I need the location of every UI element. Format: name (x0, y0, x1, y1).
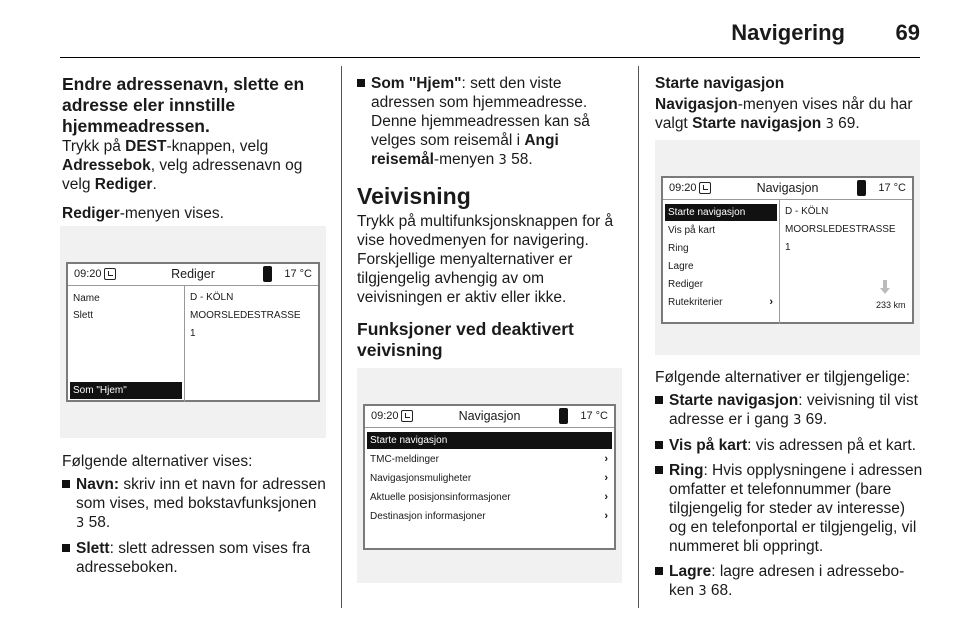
list-item: Vis på kart: vis adressen på et kart. (655, 436, 923, 455)
temperature: 17 °C (878, 182, 906, 194)
paragraph: Navigasjon-menyen vises når du har valgt Starte navigasjon 3 69. (655, 96, 913, 132)
split-divider (184, 286, 185, 402)
page-ref-icon: 3 (498, 153, 507, 168)
chevron-right-icon: › (604, 472, 608, 484)
menu-item-vis-pa-kart[interactable]: Vis på kart (668, 225, 716, 236)
menu-item-rutekriterier[interactable]: Rutekriterier › (665, 294, 777, 311)
list-item: Ring: Hvis opplysningene i adressen omfatter et telefonnummer (bare tilgjengelig for steder av interesse) og en telefonportal er tilgjengelig, vil nummeret bli oppringt. (655, 461, 923, 556)
page-ref-icon: 3 (825, 117, 834, 132)
header-rule (60, 57, 920, 58)
address-city: D - KÖLN (785, 206, 829, 217)
options-list (655, 391, 923, 601)
menu-item-lagre[interactable]: Lagre (668, 261, 694, 272)
clock-time: 09:20 (371, 410, 399, 422)
column-divider (341, 66, 342, 608)
direction-arrow-icon (881, 280, 889, 294)
chevron-right-icon: › (769, 296, 773, 308)
display-screen (661, 176, 914, 324)
section-heading: Endre adressenavn, slette en adresse eler innstille hjemmeadressen. (62, 74, 305, 136)
bullet-icon (357, 79, 365, 87)
thermometer-icon (263, 266, 272, 282)
address-city: D - KÖLN (190, 292, 234, 303)
bullet-icon (655, 441, 663, 449)
bullet-icon (62, 544, 70, 552)
list-item: Starte navigasjon: veivisning til vist adresse er i gang 3 69. (655, 391, 923, 430)
temperature: 17 °C (284, 268, 312, 280)
status-bar (68, 264, 318, 286)
column-3-lower (655, 368, 923, 607)
menu-item-name[interactable]: Name (73, 293, 100, 304)
thermometer-icon (857, 180, 866, 196)
chevron-right-icon: › (604, 510, 608, 522)
thermometer-icon (559, 408, 568, 424)
menu-item-destinasjon-informasjoner[interactable]: Destinasjon informasjoner › (367, 508, 612, 525)
bullet-icon (655, 466, 663, 474)
chevron-right-icon: › (604, 453, 608, 465)
paragraph: Trykk på multifunksjonsknappen for å vise hovedmenyen for navigering. Forskjellige menyalternativer er tilgjengelig avhengig av om veivisningen er aktiv eller ikke. (357, 213, 614, 306)
page-ref-icon: 3 (793, 413, 802, 428)
rediger-term: Rediger (94, 176, 153, 193)
page-header (0, 0, 960, 58)
screen-title: Navigasjon (458, 409, 521, 423)
display-screen (66, 262, 320, 402)
dest-key: DEST (125, 138, 167, 155)
column-divider (638, 66, 639, 608)
chevron-right-icon: › (604, 491, 608, 503)
bullet-icon (62, 480, 70, 488)
menu-item-ring[interactable]: Ring (668, 243, 689, 254)
column-3 (655, 74, 923, 134)
screenshot-figure-navigasjon-active (655, 140, 920, 355)
adressebok-term: Adressebok (62, 157, 151, 174)
list-item: Som "Hjem": sett den viste adressen som hjemmeadresse. Denne hjemmeadressen kan så velges som reisemål i Angi reisemål-menyen 3 58. (357, 74, 620, 170)
address-number: 1 (785, 242, 791, 253)
paragraph: Rediger-menyen vises. (62, 205, 224, 222)
sub-heading: Funksjoner ved deaktivert veivisning (357, 319, 574, 360)
menu-item-starte-navigasjon[interactable]: Starte navigasjon (367, 432, 612, 449)
paragraph: Trykk på DEST-knappen, velg Adressebok, velg adressenavn og velg Rediger. (62, 138, 303, 193)
menu-item-som-hjem[interactable]: Som "Hjem" (70, 382, 182, 399)
options-intro: Følgende alternativer vises: (62, 453, 253, 470)
section-heading: Starte navigasjon (655, 75, 785, 92)
section-title: Veivisning (357, 183, 471, 209)
menu-item-starte-navigasjon[interactable]: Starte navigasjon (665, 204, 777, 221)
menu-item-slett[interactable]: Slett (73, 310, 94, 321)
clock-time: 09:20 (74, 268, 102, 280)
menu-item-navigasjonsmuligheter[interactable]: Navigasjonsmuligheter › (367, 470, 612, 487)
bullet-icon (655, 396, 663, 404)
options-list (62, 475, 327, 577)
column-1 (62, 74, 327, 223)
menu-item-rediger[interactable]: Rediger (668, 279, 704, 290)
list-item: Navn: skriv inn et navn for adressen som vises, med bokstavfunksjonen 3 58. (62, 475, 327, 533)
screenshot-figure-navigasjon (357, 368, 622, 583)
address-number: 1 (190, 328, 196, 339)
distance: 233 km (876, 300, 906, 310)
menu-item-tmc-meldinger[interactable]: TMC-meldinger › (367, 451, 612, 468)
list-item: Slett: slett adressen som vises fra adresseboken. (62, 539, 327, 577)
screenshot-figure-rediger (60, 226, 326, 438)
page-ref-icon: 3 (698, 584, 707, 599)
list-item: Lagre: lagre adresen i adresseboken 3 68. (655, 562, 923, 601)
column-2 (357, 74, 620, 361)
screen-title: Rediger (171, 267, 215, 281)
column-1-lower (62, 452, 327, 583)
clock-time: 09:20 (669, 182, 697, 194)
display-screen (363, 404, 616, 550)
temperature: 17 °C (580, 410, 608, 422)
status-bar (365, 406, 614, 428)
status-bar (663, 178, 912, 200)
page-title: Navigering (731, 20, 845, 45)
page-ref-icon: 3 (76, 516, 85, 531)
options-intro: Følgende alternativer er tilgjengelige: (655, 369, 911, 386)
bullet-icon (655, 567, 663, 575)
address-street: MOORSLEDESTRASSE (785, 224, 896, 235)
split-divider (779, 200, 780, 324)
page-number: 69 (895, 20, 920, 45)
menu-item-posisjonsinformasjoner[interactable]: Aktuelle posisjonsinformasjoner › (367, 489, 612, 506)
address-street: MOORSLEDESTRASSE (190, 310, 301, 321)
screen-title: Navigasjon (756, 181, 819, 195)
options-list (357, 74, 620, 170)
